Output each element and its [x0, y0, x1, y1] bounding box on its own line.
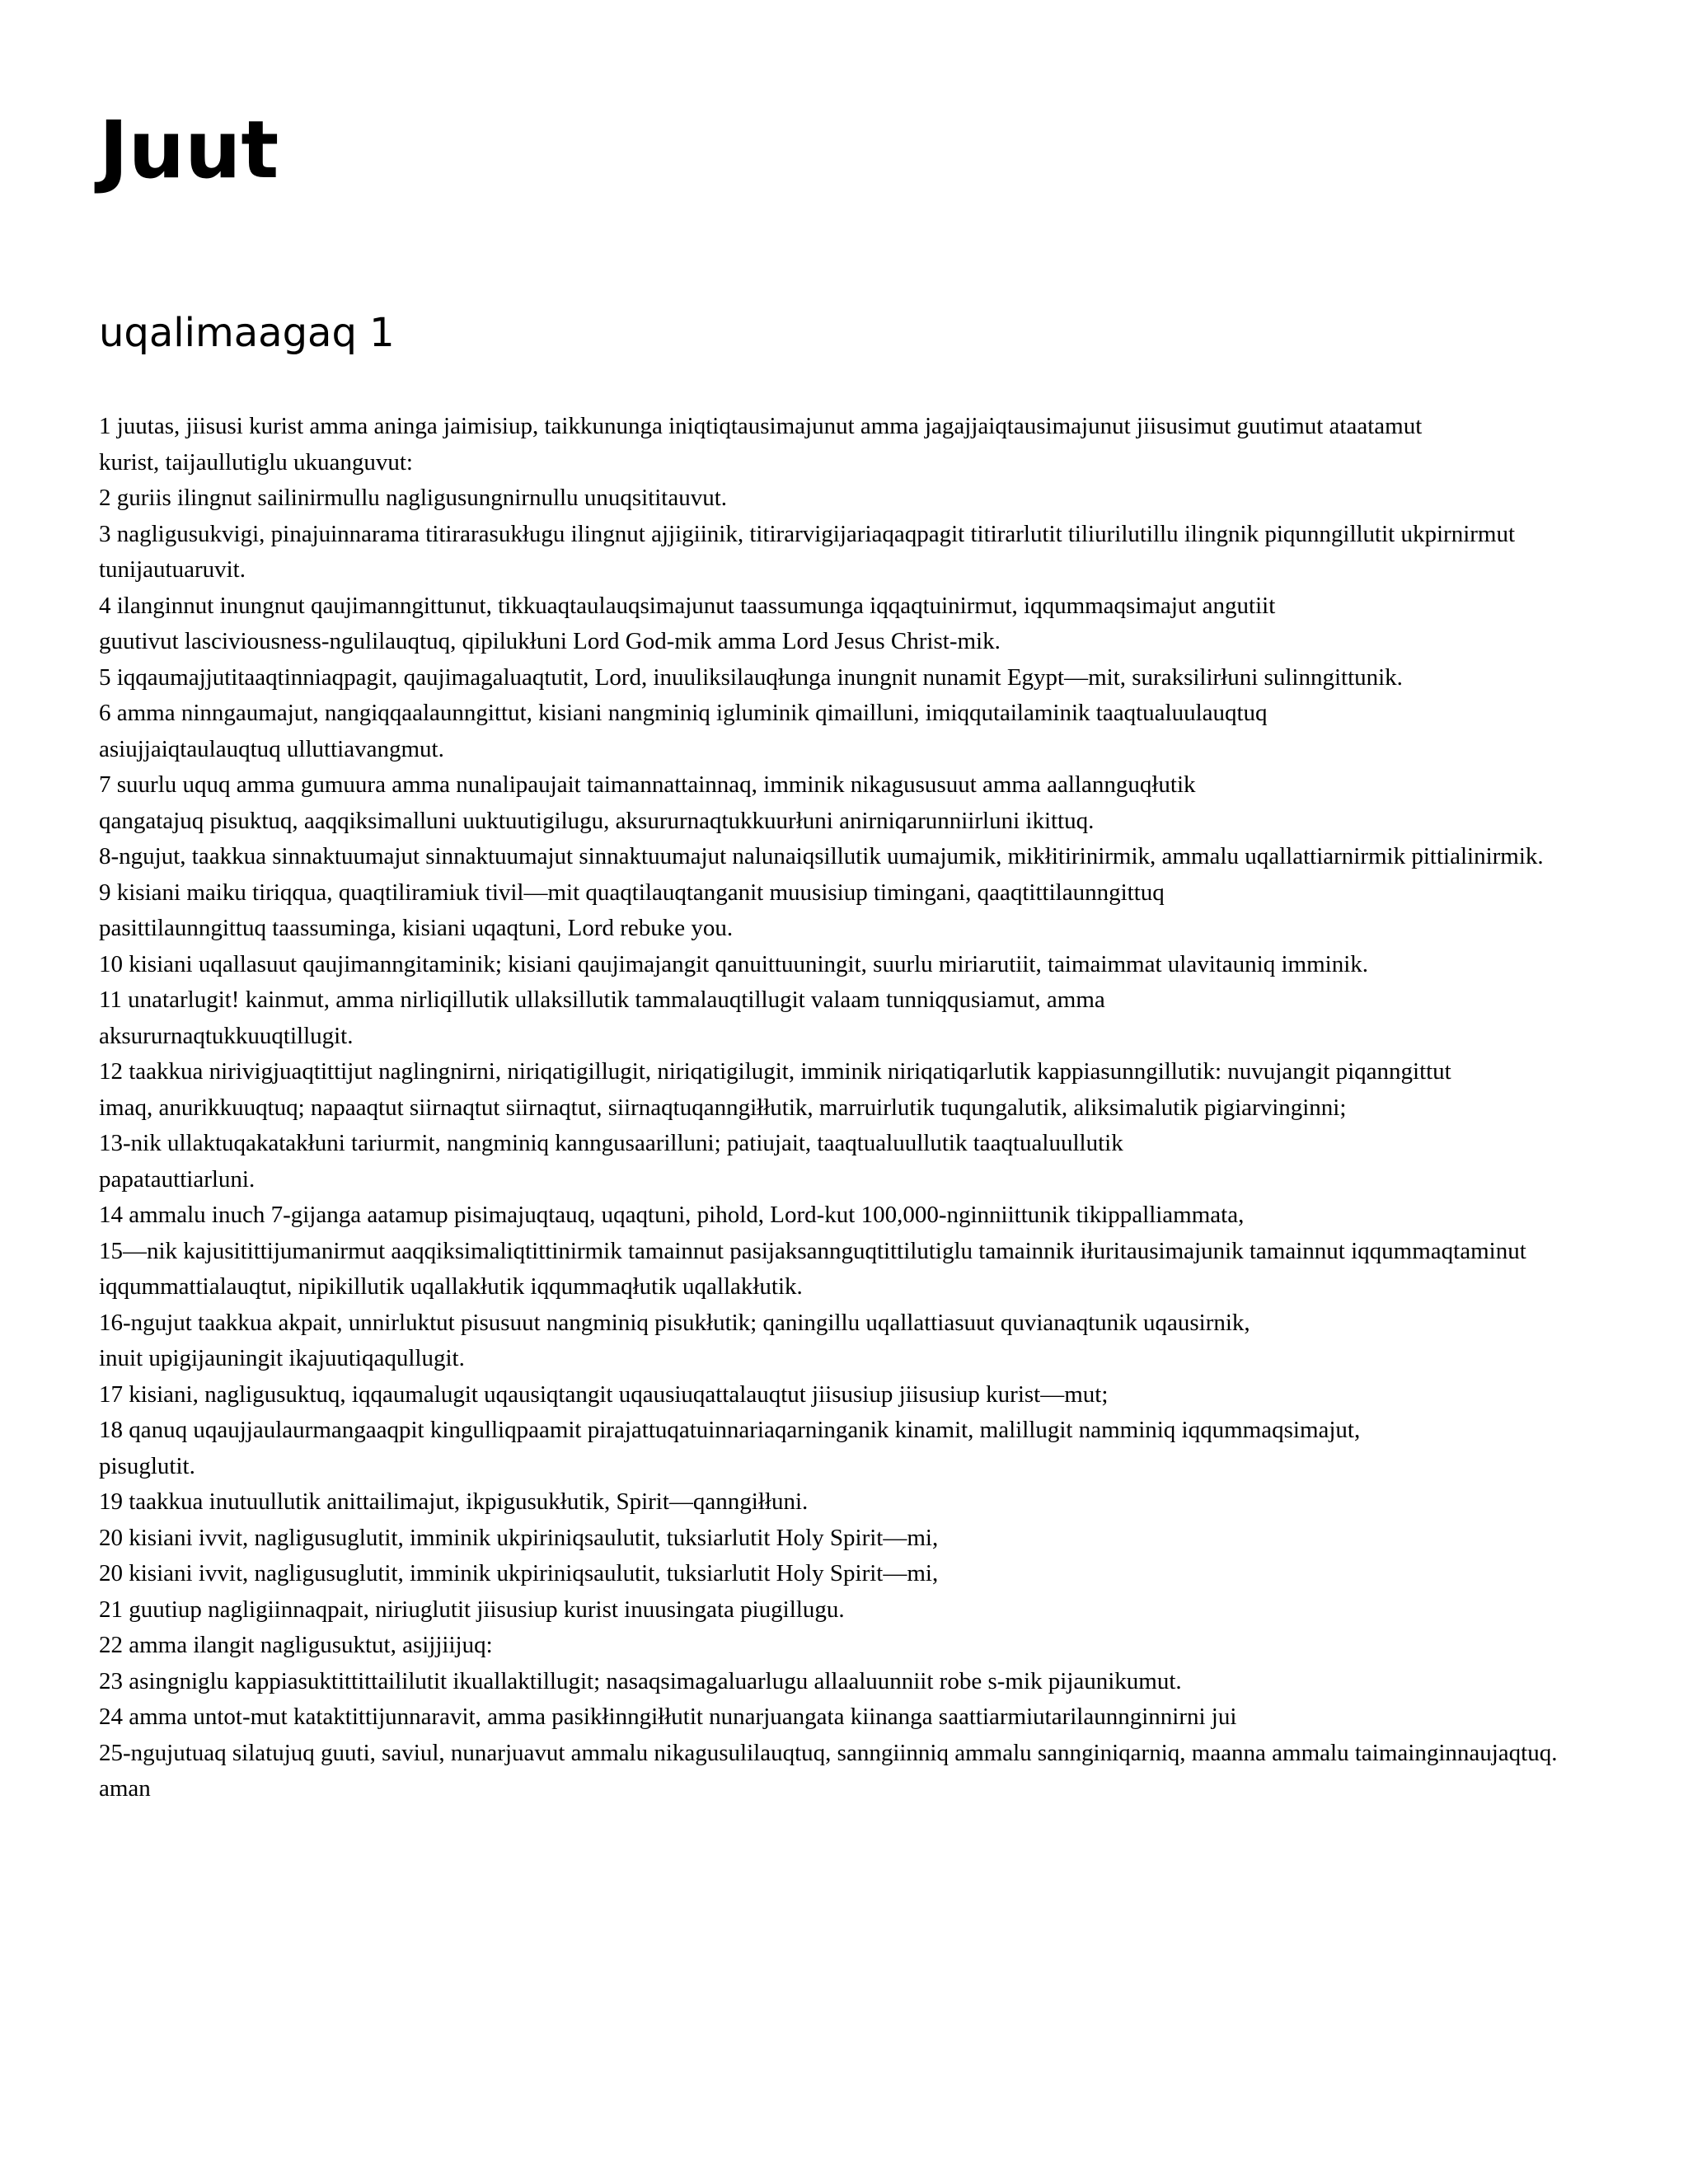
text-line: 7 suurlu uquq amma gumuura amma nunalipaujait taimannattainnaq, imminik nikagususuut amma aallannguqłutik [99, 771, 1196, 798]
text-line: guutivut lasciviousness-ngulilauqtuq, qipilukłuni Lord God-mik amma Lord Jesus Christ-mik. [99, 628, 1001, 654]
text-line: 10 kisiani uqallasuut qaujimanngitaminik; kisiani qaujimajangit qanuittuuningit, suurlu miriarutiit, taimaimmat ulavitauniq imminik. [99, 950, 1369, 977]
text-line: 5 iqqaumajjutitaaqtinniaqpagit, qaujimagaluaqtutit, Lord, inuuliksilauqłunga inungnit nunamit Egypt—mit, suraksilirłuni sulinngittunik. [99, 663, 1403, 691]
text-line: 19 taakkua inutuullutik anittailimajut, ikpigusukłutik, Spirit—qanngiłłuni. [99, 1488, 809, 1515]
text-line: 16-ngujut taakkua akpait, unnirluktut pisusuut nangminiq pisukłutik; qaningillu uqallattiasuut quvianaqtunik uqausirnik, [99, 1309, 1250, 1336]
text-line: papatauttiarluni. [99, 1165, 256, 1193]
verse-text [99, 409, 1571, 1807]
text-line: 11 unatarlugit! kainmut, amma nirliqillutik ullaksillutik tammalauqtillugit valaam tunniqqusiamut, amma [99, 987, 1105, 1013]
text-line: imaq, anurikkuuqtuq; napaaqtut siirnaqtut siirnaqtut, siirnaqtuqanngiłłutik, marruirlutik tuqungalutik, aliksimalutik pigiarvinginni; [99, 1094, 1347, 1121]
text-line: 2 guriis ilingnut sailinirmullu nagligusungnirnullu unuqsititauvut. [99, 485, 728, 511]
text-line: aksururnaqtukkuuqtillugit. [99, 1022, 354, 1049]
text-line: 14 ammalu inuch 7-gijanga aatamup pisimajuqtauq, uqaqtuni, pihold, Lord-kut 100,000-nginniittunik tikippalliammata, [99, 1202, 1245, 1228]
text-line: pasittilaunngittuq taassuminga, kisiani uqaqtuni, Lord rebuke you. [99, 915, 734, 941]
text-line: 13-nik ullaktuqakatakłuni tariurmit, nangminiq kanngusaarilluni; patiujait, taaqtualuullutik taaqtualuullutik [99, 1130, 1123, 1156]
text-line: 18 qanuq uqaujjaulaurmangaaqpit kingulliqpaamit pirajattuqatuinnariaqarninganik kinamit, malillugit namminiq iqqummaqsimajut, [99, 1417, 1361, 1443]
text-line: 4 ilanginnut inungnut qaujimanngittunut, tikkuaqtaulauqsimajunut taassumunga iqqaqtuinirmut, iqqummaqsimajut angutiit [99, 592, 1276, 619]
text-line: 3 nagligusukvigi, pinajuinnarama titirarasukługu ilingnut ajjigiinik, titirarvigijariaqaqpagit titirarlutit tiliurilutillu ilingnik piqunngillutit ukpirnirmut tunijautuaruvit. [99, 520, 1516, 583]
text-line: 20 kisiani ivvit, nagligusuglutit, imminik ukpiriniqsaulutit, tuksiarlutit Holy Spirit—mi, [99, 1560, 939, 1586]
text-line: 1 juutas, jiisusi kurist amma aninga jaimisiup, taikkununga iniqtiqtausimajunut amma jagajjaiqtausimajunut jiisusimut guutimut ataatamut [99, 413, 1423, 439]
text-line: inuit upigijauningit ikajuutiqaqullugit. [99, 1345, 465, 1371]
text-line: 21 guutiup nagligiinnaqpait, niriuglutit jiisusiup kurist inuusingata piugillugu. [99, 1596, 845, 1623]
text-line: 20 kisiani ivvit, nagligusuglutit, imminik ukpiriniqsaulutit, tuksiarlutit Holy Spirit—mi, [99, 1524, 939, 1551]
text-line: pisuglutit. [99, 1452, 195, 1479]
text-line: 25-ngujutuaq silatujuq guuti, saviul, nunarjuavut ammalu nikagusulilauqtuq, sanngiinniq ammalu sannginiqarniq, maanna ammalu taimainginnaujaqtuq. aman [99, 1739, 1558, 1802]
book-title: Juut [99, 104, 279, 196]
text-line: 17 kisiani, nagligusuktuq, iqqaumalugit uqausiqtangit uqausiuqattalauqtut jiisusiup jiisusiup kurist—mut; [99, 1380, 1109, 1408]
text-line: qangatajuq pisuktuq, aaqqiksimalluni uuktuutigilugu, aksururnaqtukkuurłuni anirniqarunniirluni ikittuq. [99, 807, 1095, 834]
text-line: 23 asingniglu kappiasuktittittaililutit ikuallaktillugit; nasaqsimagaluarlugu allaaluunniit robe s-mik pijaunikumut. [99, 1667, 1182, 1694]
chapter-heading: uqalimaagaq 1 [99, 310, 395, 356]
text-line: 6 amma ninngaumajut, nangiqqaalaunngittut, kisiani nangminiq igluminik qimailluni, imiqqutailaminik taaqtualuulauqtuq [99, 700, 1268, 726]
text-line: asiujjaiqtaulauqtuq ulluttiavangmut. [99, 735, 444, 762]
text-line: 12 taakkua nirivigjuaqtittijut naglingnirni, niriqatigillugit, niriqatigilugit, imminik niriqatiqarlutik kappiasunngillutik: nuvujangit piqanngittut [99, 1058, 1451, 1085]
text-line: 9 kisiani maiku tiriqqua, quaqtiliramiuk tivil—mit quaqtilauqtanganit muusisiup timingani, qaaqtittilaunngittuq [99, 879, 1165, 906]
text-line: 15—nik kajusitittijumanirmut aaqqiksimaliqtittinirmik tamainnut pasijaksannguqtittilutiglu tamainnik iłuritausimajunik tamainnut iqqummaqtaminut iqqummattialauqtut, nipikillutik uqallakłutik iqqummaqłutik uqallakłutik. [99, 1237, 1526, 1300]
text-line: 22 amma ilangit nagligusuktut, asijjiijuq: [99, 1632, 493, 1658]
text-line: 24 amma untot-mut kataktittijunnaravit, amma pasikłinngiłłutit nunarjuangata kiinanga saattiarmiutarilaunnginnirni jui [99, 1704, 1237, 1730]
text-line: 8-ngujut, taakkua sinnaktuumajut sinnaktuumajut sinnaktuumajut nalunaiqsillutik uumajumik, mikłitirinirmik, ammalu uqallattiarnirmik pittialinirmik. [99, 843, 1544, 869]
text-line: kurist, taijaullutiglu ukuanguvut: [99, 448, 413, 476]
